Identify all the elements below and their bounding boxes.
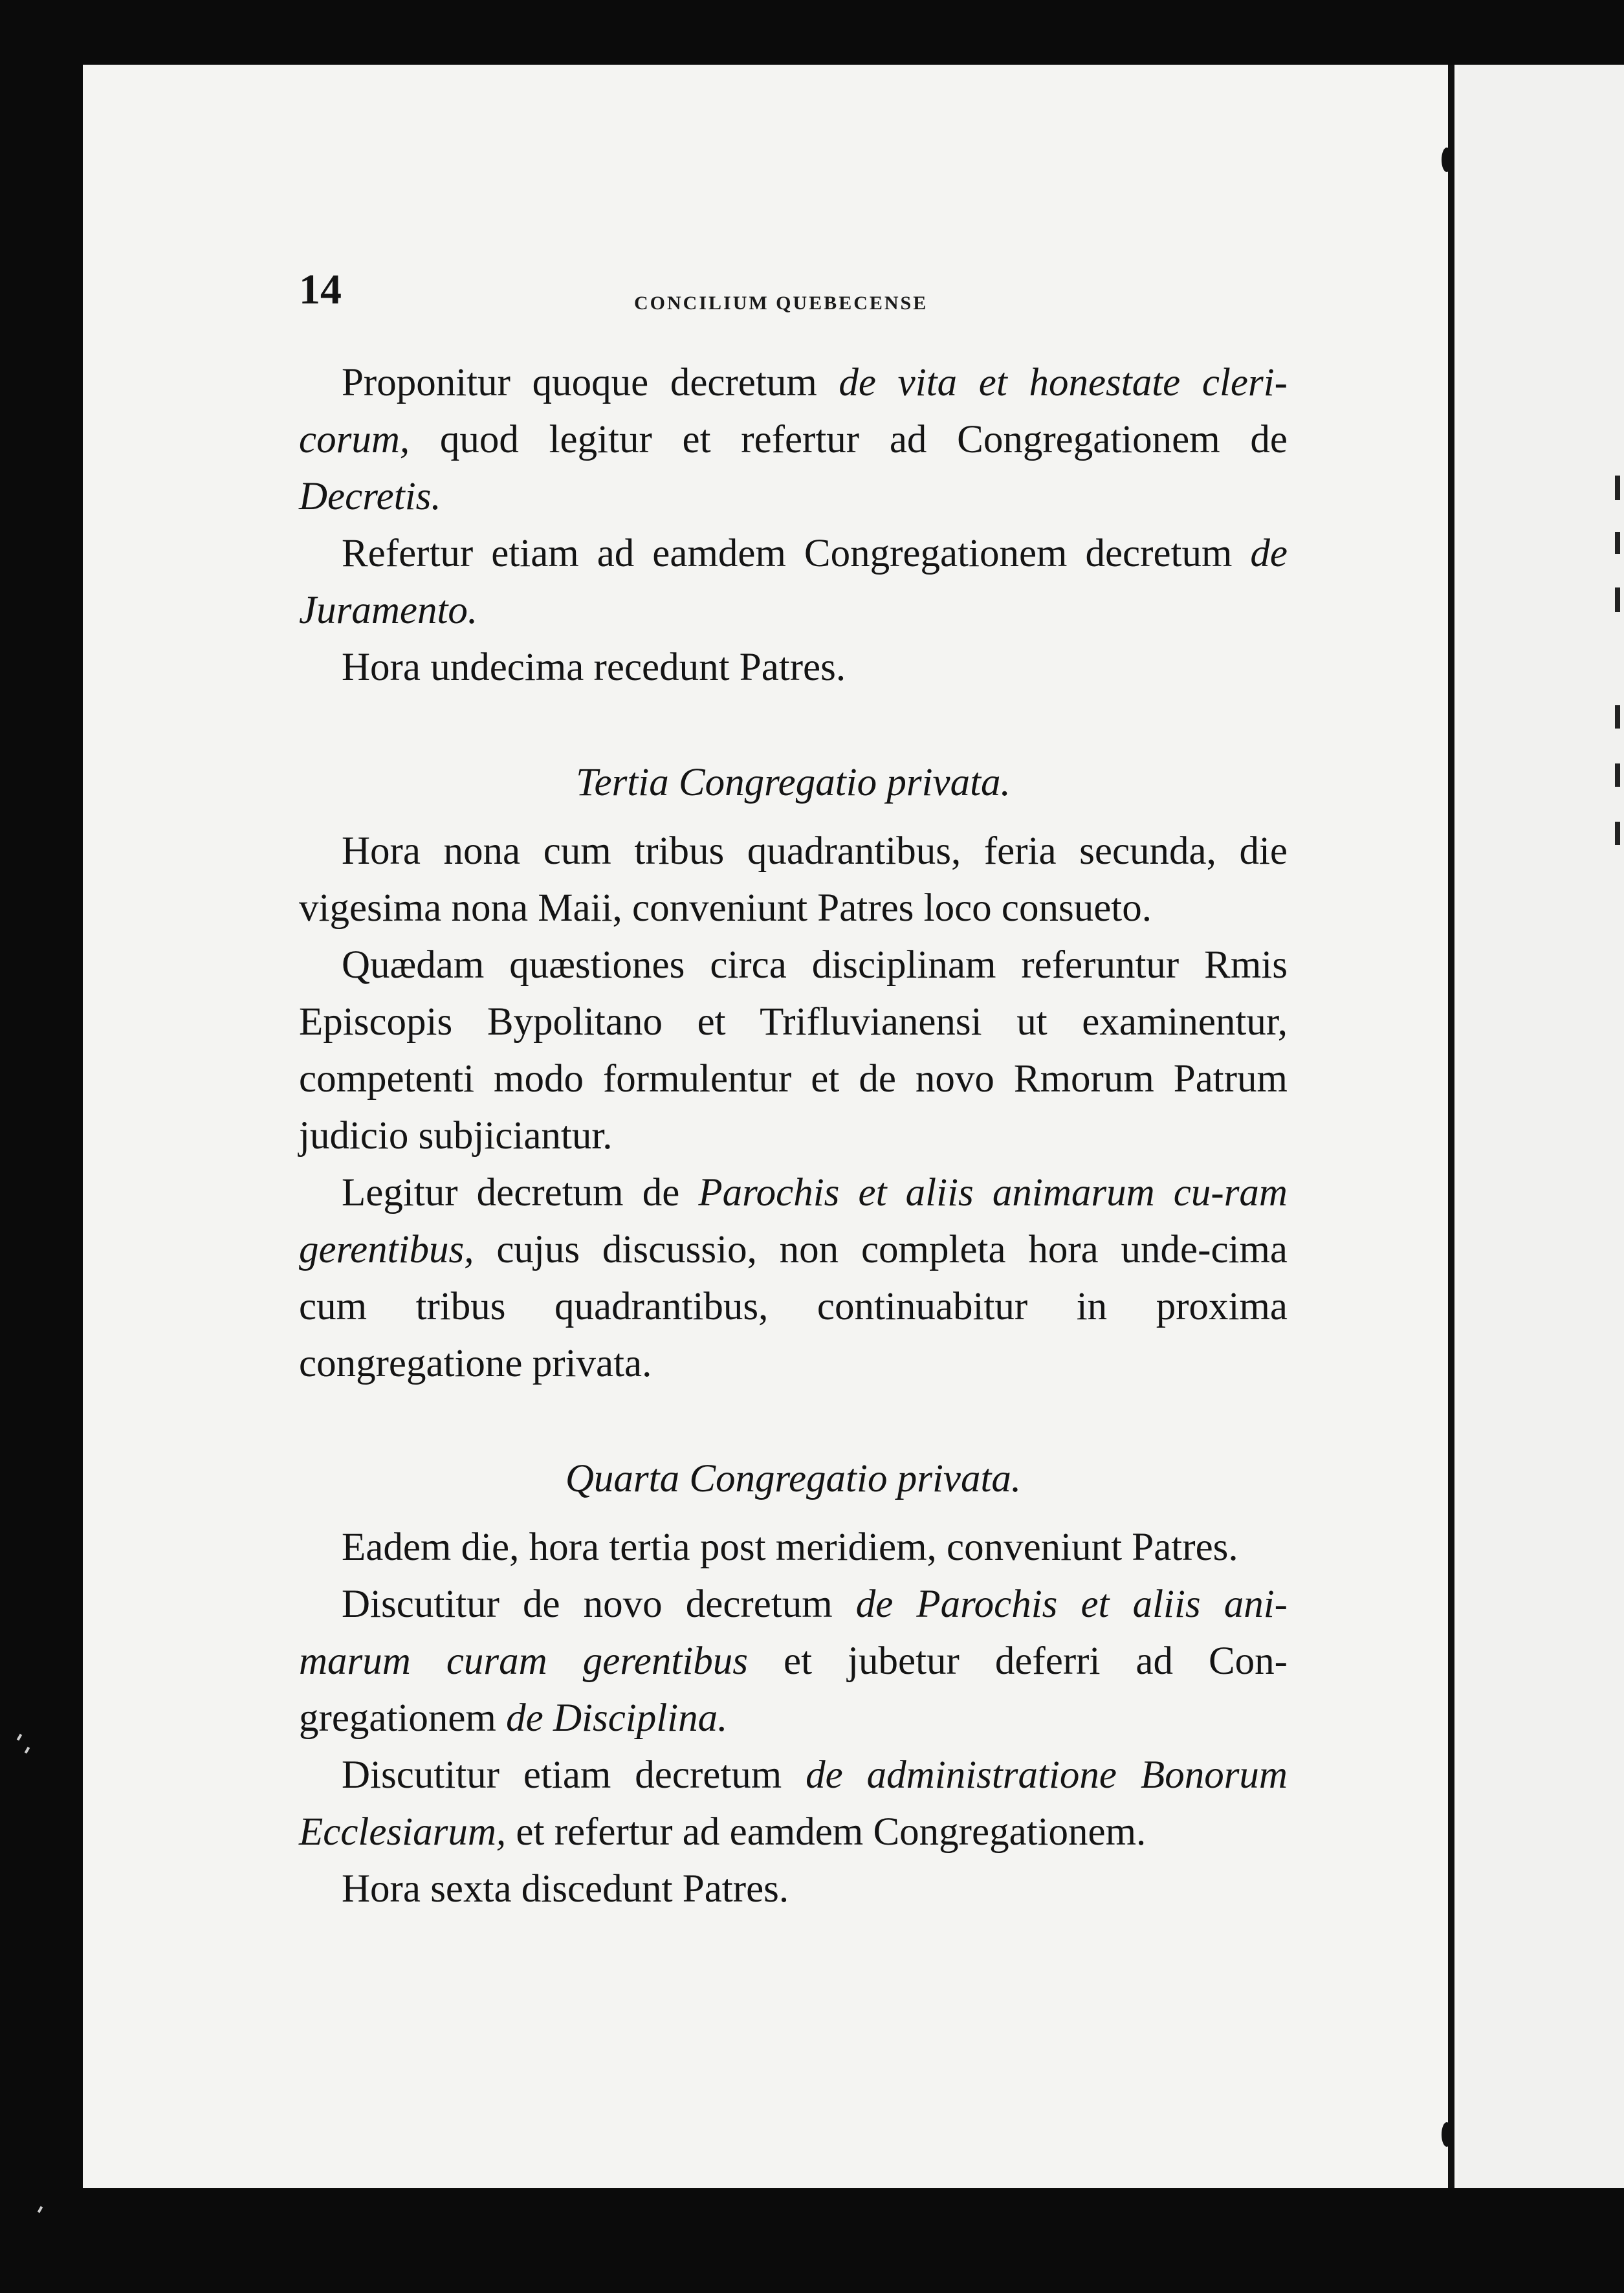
text-run: Discutitur etiam decretum xyxy=(342,1753,806,1797)
paragraph xyxy=(299,1576,1288,1747)
text-run: Legitur decretum de xyxy=(342,1171,699,1214)
paragraph: Hora nona cum tribus quadrantibus, feria secunda, die vigesima nona Maii, conveniunt Patres loco consueto. xyxy=(299,829,1288,930)
running-head: CONCILIUM QUEBECENSE xyxy=(634,292,928,314)
text-run: cujus discussio, non completa hora unde-cima cum tribus quadrantibus, continuabitur in proxima congregatione privata. xyxy=(299,1228,1288,1385)
body-text xyxy=(299,355,1288,1918)
paragraph: Quædam quæstiones circa disciplinam referuntur Rmis Episcopis Bypolitano et Trifluvianensi ut examinentur, competenti modo formulentur et de novo Rmorum Patrum judicio subjiciantur. xyxy=(299,943,1288,1157)
text-run: et refertur ad eamdem Congregationem. xyxy=(506,1810,1147,1854)
page-gutter xyxy=(1448,65,1454,2188)
gutter-mark xyxy=(1442,148,1452,172)
paragraph: Hora undecima recedunt Patres. xyxy=(342,646,846,689)
italic-run: de Juramento. xyxy=(299,532,1288,632)
adjacent-text-fragment xyxy=(1615,705,1620,729)
text-run: et jubetur deferri ad Con-gregationem xyxy=(299,1640,1288,1740)
italic-run: Parochis et aliis animarum cu-ram gerentibus, xyxy=(299,1171,1288,1271)
scan-speck xyxy=(25,1747,30,1754)
section-heading: Tertia Congregatio privata. xyxy=(576,761,1011,804)
paragraph: Eadem die, hora tertia post meridiem, conveniunt Patres. xyxy=(342,1526,1238,1569)
gutter-mark xyxy=(1442,2122,1452,2147)
section-heading: Quarta Congregatio privata. xyxy=(565,1457,1022,1500)
adjacent-text-fragment xyxy=(1615,476,1620,500)
text-run: Discutitur de novo decretum xyxy=(342,1583,856,1626)
text-run: Proponitur quoque decretum xyxy=(342,361,839,404)
adjacent-text-fragment xyxy=(1615,587,1620,612)
scan-speck xyxy=(17,1734,22,1741)
adjacent-text-fragment xyxy=(1615,532,1620,554)
italic-run: de administratione Bonorum Ecclesiarum, xyxy=(299,1753,1288,1854)
italic-run: de vita et honestate cleri-corum, xyxy=(299,361,1288,461)
adjacent-text-fragment xyxy=(1615,822,1620,845)
paragraph xyxy=(299,525,1288,639)
text-run: Refertur etiam ad eamdem Congregationem decretum xyxy=(342,532,1251,575)
text-run: quod legitur et refertur ad Congregationem de xyxy=(410,418,1288,461)
adjacent-text-fragment xyxy=(1615,763,1620,787)
paragraph: Hora sexta discedunt Patres. xyxy=(342,1867,789,1911)
page-number: 14 xyxy=(299,266,342,313)
scan-speck xyxy=(38,2206,43,2213)
italic-run: Decretis. xyxy=(299,475,441,518)
adjacent-page-edge xyxy=(1458,65,1624,2188)
paragraph xyxy=(299,1747,1288,1861)
paragraph xyxy=(299,355,1288,525)
italic-run: de Disciplina. xyxy=(506,1696,728,1740)
italic-run: de Parochis et aliis ani-marum curam gerentibus xyxy=(299,1583,1288,1683)
paragraph xyxy=(299,1165,1288,1392)
